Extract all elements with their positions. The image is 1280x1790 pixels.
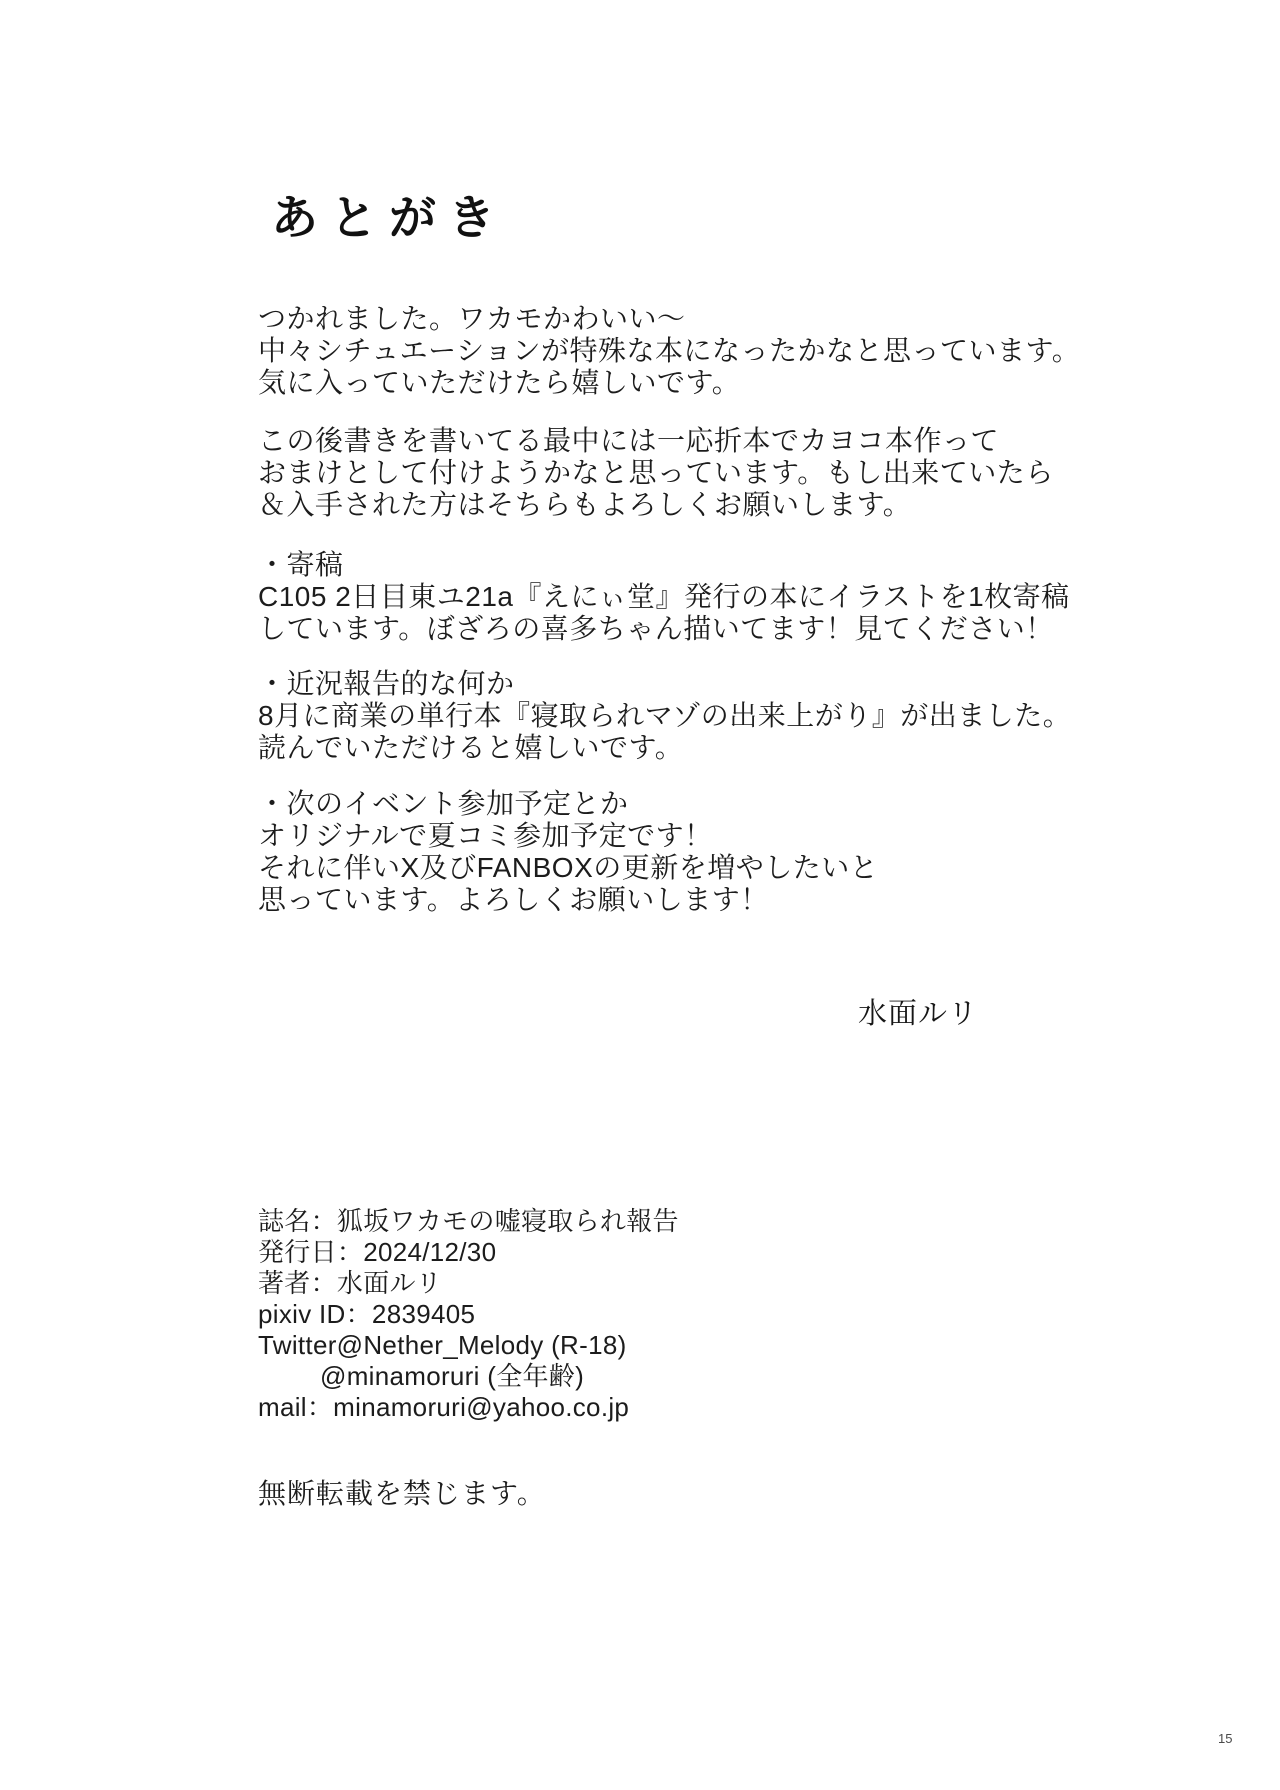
text-line: しています。ぼざろの喜多ちゃん描いてます！見てください！ (258, 613, 1054, 644)
colophon-pixiv-id: pixiv ID：2839405 (258, 1299, 476, 1329)
text-line: ・近況報告的な何か (258, 668, 515, 699)
colophon-block (258, 1206, 679, 1423)
text-line: 8月に商業の単行本『寝取られマゾの出来上がり』が出ました。 (258, 700, 1072, 731)
page-title: あとがき (271, 193, 507, 245)
text-line: ・寄稿 (258, 549, 344, 580)
reprint-notice: 無断転載を禁じます。 (258, 1478, 546, 1509)
text-line: オリジナルで夏コミ参加予定です！ (258, 820, 713, 851)
author-signature: 水面ルリ (858, 998, 979, 1030)
paragraph-contribution (258, 549, 1070, 645)
text-line: 読んでいただけると嬉しいです。 (258, 732, 684, 763)
text-line: この後書きを書いてる最中には一応折本でカヨコ本作って (258, 425, 1000, 456)
text-line: ・次のイベント参加予定とか (258, 788, 629, 819)
colophon-mail: mail：minamoruri@yahoo.co.jp (258, 1392, 630, 1422)
colophon-publish-date: 発行日：2024/12/30 (258, 1237, 497, 1267)
paragraph-bonus-book (258, 425, 1054, 521)
page-number: 15 (1218, 1731, 1233, 1746)
text-line: 中々シチュエーションが特殊な本になったかなと思っています。 (258, 335, 1081, 366)
colophon-twitter-r18: Twitter@Nether_Melody (R-18) (258, 1330, 627, 1360)
paragraph-status-report (258, 668, 1071, 764)
text-line: 思っています。よろしくお願いします！ (258, 884, 769, 915)
text-line: つかれました。ワカモかわいい～ (258, 303, 686, 334)
colophon-author: 著者：水面ルリ (258, 1268, 443, 1298)
text-line: 気に入っていただけたら嬉しいです。 (258, 367, 741, 398)
colophon-twitter-all-ages: @minamoruri (全年齢) (320, 1361, 585, 1391)
paragraph-intro (258, 303, 1080, 399)
paragraph-next-events (258, 788, 878, 916)
text-line: おまけとして付けようかなと思っています。もし出来ていたら (258, 457, 1054, 488)
text-line: C105 2日目東ユ21a『えにぃ堂』発行の本にイラストを1枚寄稿 (258, 581, 1070, 612)
colophon-book-title: 誌名：狐坂ワカモの嘘寝取られ報告 (258, 1206, 679, 1236)
text-line: それに伴いX及びFANBOXの更新を増やしたいと (258, 852, 879, 883)
text-line: ＆入手された方はそちらもよろしくお願いします。 (258, 489, 912, 520)
